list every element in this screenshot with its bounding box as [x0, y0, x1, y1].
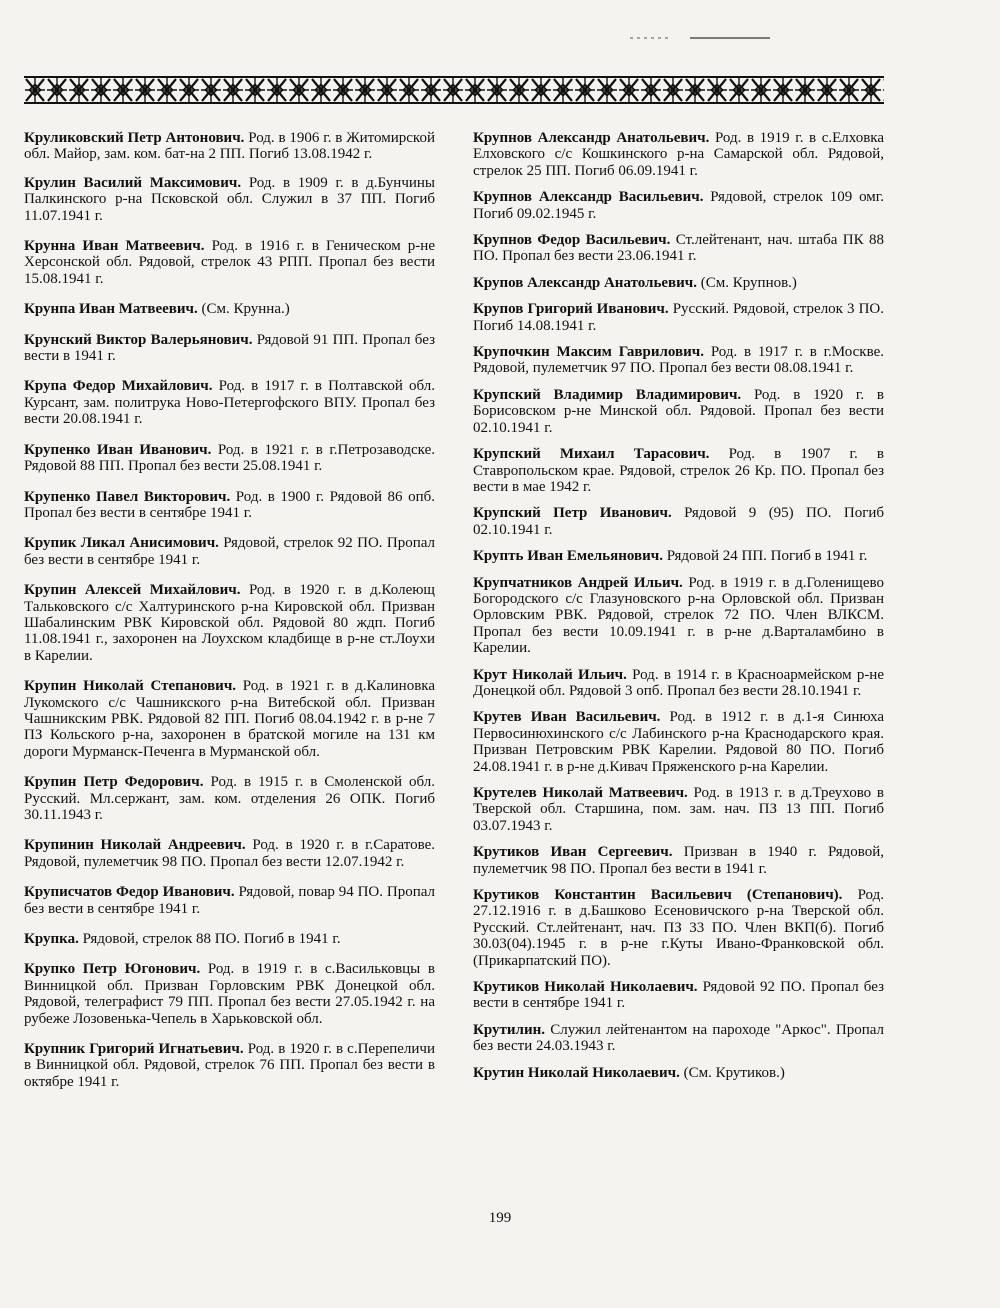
biographical-entry — [24, 489, 435, 522]
entry-text: Род. в 1912 г. в д.1-я Синюха Первосинюхинского с/с Лабинского р-на Краснодарского края. Призван Петровским РВК Карелии. Рядовой 80 ПО. Погиб 24.08.1941 г. в р-не д.Кивач Пряженского р-на Карелии. — [473, 709, 884, 775]
entry-name: Крупин Петр Федорович. — [24, 774, 204, 791]
entry-text: (См. Крутиков.) — [679, 1064, 785, 1081]
biographical-entry — [24, 774, 435, 823]
entry-text: Род. в 1919 г. в с.Елховка Елховского с/с Кошкинского р-на Самарской обл. Рядовой, стрелок 25 ПП. Погиб 06.09.1941 г. — [473, 130, 884, 179]
biographical-entry — [24, 678, 435, 760]
entry-text: Род. в 1919 г. в д.Голенищево Богородского с/с Глазуновского р-на Орловской обл. Призван Орловским РВК. Рядовой, стрелок 72 ПО. Член ВЛКСМ. Пропал без вести 10.09.1941 г. в р-не д.Варталамбино в Карелии. — [473, 574, 884, 657]
biographical-entry — [473, 232, 884, 265]
entry-text: Род. 27.12.1916 г. в д.Башково Есеновичского р-на Тверской обл. Русский. Ст.лейтенант, нач. ПЗ 33 ПО. Член ВКП(б). Погиб 30.03(04).1945 г. в р-не г.Куты Ивано-Франковской обл. (Прикарпатский ПО). — [473, 887, 884, 969]
entry-name: Крут Николай Ильич. — [473, 666, 627, 683]
entry-name: Крутилин. — [473, 1021, 545, 1038]
entry-text: Род. в 1920 г. в с.Перепеличи в Винницкой обл. Рядовой, стрелок 76 ПП. Пропал без вести в октябре 1941 г. — [24, 1041, 435, 1090]
entry-name: Крупов Александр Анатольевич. — [473, 274, 697, 291]
entry-name: Крунский Виктор Валерьянович. — [24, 331, 253, 348]
entry-text: Рядовой, стрелок 88 ПО. Погиб в 1941 г. — [78, 931, 341, 948]
biographical-entry — [24, 1041, 435, 1090]
entry-name: Крупник Григорий Игнатьевич. — [24, 1041, 244, 1058]
biographical-entry — [473, 275, 884, 291]
biographical-entry — [24, 582, 435, 664]
entry-text: Род. в 1920 г. в Борисовском р-не Минской обл. Рядовой. Пропал без вести 02.10.1941 г. — [473, 386, 884, 436]
left-column — [24, 130, 435, 1090]
entry-name: Крутиков Николай Николаевич. — [473, 979, 698, 996]
entry-text: Призван в 1940 г. Рядовой, пулеметчик 98 ПО. Пропал без вести в 1941 г. — [473, 844, 884, 877]
entry-text: Род. в 1907 г. в Ставропольском крае. Рядовой, стрелок 26 Кр. ПО. Пропал без вести в мае 1942 г. — [473, 446, 885, 495]
biographical-entry — [24, 175, 435, 224]
entry-text: Рядовой, повар 94 ПО. Пропал без вести в сентябре 1941 г. — [24, 884, 435, 917]
entry-text: Род. в 1913 г. в д.Треухово в Тверской обл. Старшина, пом. зам. нач. ПЗ 13 ПП. Погиб 03.07.1943 г. — [473, 785, 884, 834]
biographical-entry — [473, 785, 884, 834]
biographical-entry — [473, 446, 884, 495]
entry-text: Род. в 1916 г. в Геническом р-не Херсонской обл. Рядовой, стрелок 43 РПП. Пропал без вести 15.08.1941 г. — [24, 238, 435, 287]
entry-text: Род. в 1915 г. в Смоленской обл. Русский. Мл.сержант, зам. ком. отделения 26 ОПК. Погиб 30.11.1943 г. — [24, 774, 435, 823]
biographical-entry — [24, 535, 435, 568]
biographical-entry — [473, 301, 884, 334]
biographical-entry — [473, 844, 884, 877]
entry-text: Рядовой, стрелок 92 ПО. Пропал без вести в сентябре 1941 г. — [24, 535, 436, 568]
entry-text: Род. в 1917 г. в г.Москве. Рядовой, пулеметчик 97 ПО. Пропал без вести 08.08.1941 г. — [473, 344, 884, 377]
biographical-entry — [473, 575, 884, 657]
page-number: 199 — [488, 1210, 512, 1226]
entry-text: Рядовой 9 (95) ПО. Погиб 02.10.1941 г. — [473, 505, 885, 538]
biographical-entry — [24, 961, 435, 1027]
biographical-entry — [473, 344, 884, 377]
entry-name: Круписчатов Федор Иванович. — [24, 884, 235, 901]
biographical-entry — [24, 332, 435, 365]
biographical-entry — [24, 378, 435, 427]
entry-name: Крунпа Иван Матвеевич. — [24, 301, 198, 318]
entry-name: Крупко Петр Югонович. — [24, 961, 201, 978]
biographical-entry — [473, 887, 884, 969]
entry-name: Крупчатников Андрей Ильич. — [473, 574, 683, 591]
scan-mark — [630, 36, 770, 40]
entry-text: Рядовой, стрелок 109 омг. Погиб 09.02.1945 г. — [473, 189, 884, 222]
entry-text: Рядовой 92 ПО. Пропал без вести в сентябре 1941 г. — [473, 979, 885, 1012]
entry-name: Крутев Иван Васильевич. — [473, 709, 661, 726]
biographical-entry — [473, 130, 884, 179]
entry-text: Род. в 1921 г. в г.Петрозаводске. Рядовой 88 ПП. Пропал без вести 25.08.1941 г. — [24, 441, 436, 475]
entry-name: Крупский Петр Иванович. — [473, 505, 672, 522]
entry-name: Крупов Григорий Иванович. — [473, 301, 669, 318]
entry-name: Крупка. — [24, 931, 79, 948]
decorative-ornament-border — [24, 76, 884, 104]
entry-text: Рядовой 24 ПП. Погиб в 1941 г. — [662, 548, 868, 565]
entry-text: Род. в 1921 г. в д.Калиновка Лукомского с/с Чашникского р-на Витебской обл. Призван Чашникским РВК. Рядовой 82 ПП. Погиб 08.04.1942 г. в р-не 7 ПЗ Кольского р-на, захоронен в братской могиле на 131 км дороги Мурманск-Печенга в Мурманской обл. — [24, 678, 435, 760]
biographical-entry — [473, 1065, 884, 1081]
biographical-entry — [473, 709, 884, 775]
biographical-entry — [24, 301, 435, 317]
entry-text: Род. в 1917 г. в Полтавской обл. Курсант, зам. политрука Ново-Петергофского ВПУ. Пропал без вести 20.08.1941 г. — [24, 378, 435, 428]
entry-text: Род. в 1914 г. в Красноармейском р-не Донецкой обл. Рядовой 3 опб. Пропал без вести 28.10.1941 г. — [473, 666, 884, 699]
right-column — [473, 130, 884, 1081]
entry-name: Крупский Владимир Владимирович. — [473, 386, 742, 403]
entry-name: Крутин Николай Николаевич. — [473, 1064, 680, 1081]
biographical-entry — [473, 667, 884, 700]
biographical-entry — [473, 548, 884, 564]
entry-name: Крупик Ликал Анисимович. — [24, 535, 219, 552]
biographical-entry — [473, 505, 884, 538]
entry-text: Род. в 1919 г. в с.Васильковцы в Винницкой обл. Призван Горловским РВК Донецкой обл. Рядовой, телеграфист 79 ПП. Пропал без вести 27.05.1942 г. на рубеже Лозовенька-Чепель в Харьковской обл. — [24, 961, 435, 1027]
entry-text: Род. в 1906 г. в Житомирской обл. Майор, зам. ком. бат-на 2 ПП. Погиб 13.08.1942 г. — [24, 130, 435, 163]
entry-name: Крупнов Федор Васильевич. — [473, 232, 671, 249]
entry-name: Крутелев Николай Матвеевич. — [473, 785, 688, 801]
biographical-entry — [473, 387, 884, 436]
entry-text: Служил лейтенантом на пароходе "Аркос". Пропал без вести 24.03.1943 г. — [473, 1021, 884, 1055]
entry-text: Род. в 1920 г. в г.Саратове. Рядовой, пулеметчик 98 ПО. Пропал без вести 12.07.1942 г. — [24, 837, 435, 870]
biographical-entry — [24, 931, 435, 947]
entry-name: Крупнов Александр Анатольевич. — [473, 130, 710, 146]
entry-name: Крупенко Иван Иванович. — [24, 441, 212, 458]
biographical-entry — [24, 884, 435, 917]
entry-name: Крупенко Павел Викторович. — [24, 488, 231, 505]
entry-text: Русский. Рядовой, стрелок 3 ПО. Погиб 14.08.1941 г. — [473, 301, 884, 334]
biographical-entry — [473, 189, 884, 222]
entry-name: Крулин Василий Максимович. — [24, 174, 242, 191]
entry-name: Крутиков Иван Сергеевич. — [473, 844, 673, 861]
entry-name: Крупть Иван Емельянович. — [473, 548, 663, 565]
entry-text: Род. в 1900 г. Рядовой 86 опб. Пропал без вести в сентябре 1941 г. — [24, 488, 435, 521]
entry-name: Крунна Иван Матвеевич. — [24, 238, 205, 255]
entry-text: Ст.лейтенант, нач. штаба ПК 88 ПО. Пропал без вести 23.06.1941 г. — [473, 232, 884, 265]
biographical-entry — [473, 1022, 884, 1055]
entry-name: Крупа Федор Михайлович. — [24, 378, 213, 395]
entry-name: Крупин Николай Степанович. — [24, 678, 237, 695]
biographical-entry — [24, 442, 435, 475]
entry-text: (См. Крунна.) — [197, 301, 290, 318]
entry-text: Род. в 1909 г. в д.Бунчины Палкинского р-на Псковской обл. Служил в 37 ПП. Погиб 11.07.1941 г. — [24, 174, 435, 224]
entry-text: (См. Крупнов.) — [697, 274, 797, 291]
entry-name: Крупнов Александр Васильевич. — [473, 189, 704, 206]
biographical-entry — [473, 979, 884, 1012]
entry-name: Круликовский Петр Антонович. — [24, 130, 245, 146]
biographical-entry — [24, 130, 435, 163]
entry-name: Крупский Михаил Тарасович. — [473, 446, 710, 463]
entry-text: Род. в 1920 г. в д.Колеющ Тальковского с/с Халтуринского р-на Кировской обл. Призван Шабалинским РВК Кировской обл. Рядовой 80 ждп. Погиб 11.08.1941 г., захоронен на Лоухском кладбище в р-не ст.Лоухи в Карелии. — [24, 582, 435, 664]
entry-text: Рядовой 91 ПП. Пропал без вести в 1941 г. — [24, 331, 436, 365]
entry-name: Крутиков Константин Васильевич (Степанович). — [473, 887, 843, 904]
biographical-entry — [24, 238, 435, 287]
entry-name: Крупинин Николай Андреевич. — [24, 837, 246, 854]
entry-name: Крупин Алексей Михайлович. — [24, 582, 241, 599]
biographical-entry — [24, 837, 435, 870]
entry-name: Крупочкин Максим Гаврилович. — [473, 344, 705, 361]
